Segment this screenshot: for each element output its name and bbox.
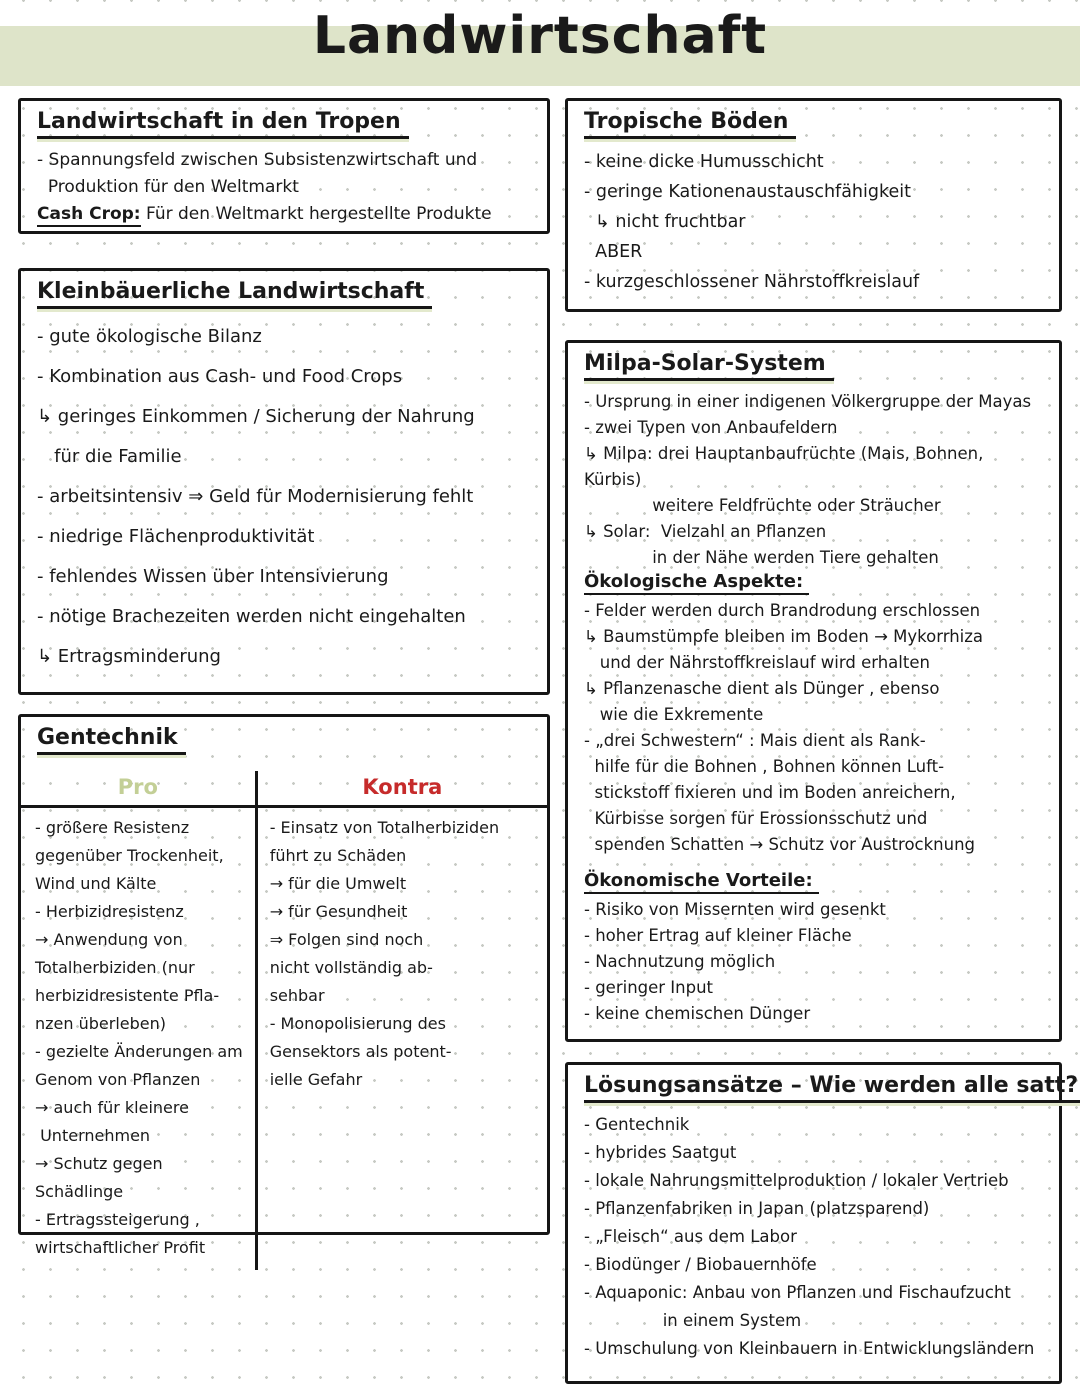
note-line: weitere Feldfrüchte oder Sträucher — [584, 496, 941, 515]
note-line: - keine chemischen Dünger — [584, 1004, 811, 1023]
note-line: - Gentechnik — [584, 1115, 690, 1134]
note-line: → für Gesundheit — [269, 902, 408, 921]
note-line: nzen überleben) — [35, 1014, 166, 1033]
pro-column-header: Pro — [21, 771, 258, 805]
note-line: herbizidresistente Pfla- — [35, 986, 220, 1005]
note-line: → für die Umwelt — [269, 874, 407, 893]
box-milpa-oekologisch-lines — [584, 598, 1043, 858]
note-line: - Ursprung in einer indigenen Völkergruppe der Mayas — [584, 392, 1032, 411]
cash-crop-label: Cash Crop: — [37, 204, 141, 227]
box-gentechnik-heading: Gentechnik — [37, 725, 186, 755]
note-line: hilfe für die Bohnen , Bohnen können Luft- — [584, 757, 945, 776]
note-line: Kürbisse sorgen für Erossionsschutz und — [584, 809, 928, 828]
note-line: - keine dicke Humusschicht — [584, 152, 824, 172]
note-line: - „Fleisch“ aus dem Labor — [584, 1227, 797, 1246]
kontra-column — [258, 808, 547, 1270]
box-kleinbauern-heading: Kleinbäuerliche Landwirtschaft — [37, 279, 432, 309]
note-line: gegenüber Trockenheit, — [35, 846, 224, 865]
note-line: - Aquaponic: Anbau von Pflanzen und Fischaufzucht — [584, 1283, 1011, 1302]
cash-crop-text: Für den Weltmarkt hergestellte Produkte — [140, 204, 492, 224]
note-line: sehbar — [269, 986, 325, 1005]
box-landwirtschaft-tropen — [18, 98, 550, 234]
note-line: ↳ Ertragsminderung — [37, 646, 221, 667]
kontra-column-header: Kontra — [362, 775, 443, 799]
note-line: ABER — [584, 242, 643, 262]
note-line: - Monopolisierung des — [269, 1014, 446, 1033]
note-line: für die Familie — [37, 446, 182, 467]
box-boeden-lines — [584, 147, 1043, 297]
note-line: spenden Schatten → Schutz vor Austrocknung — [584, 835, 976, 854]
box-loesungen-heading: Lösungsansätze – Wie werden alle satt? — [584, 1073, 1080, 1103]
note-line: - Risiko von Missernten wird gesenkt — [584, 900, 886, 919]
note-line: ↳ nicht fruchtbar — [584, 212, 746, 232]
page-title: Landwirtschaft — [312, 6, 768, 66]
note-line: Gensektors als potent- — [269, 1042, 452, 1061]
note-line: - lokale Nahrungsmittelproduktion / lokaler Vertrieb — [584, 1171, 1009, 1190]
note-line: ↳ Solar: Vielzahl an Pflanzen — [584, 522, 827, 541]
box-milpa-solar-system — [565, 340, 1062, 1042]
note-line: - zwei Typen von Anbaufeldern — [584, 418, 838, 437]
note-line: - gezielte Änderungen am — [35, 1042, 243, 1061]
oekonomische-vorteile-subheading: Ökonomische Vorteile: — [584, 870, 819, 894]
box-tropen-heading: Landwirtschaft in den Tropen — [37, 109, 409, 139]
note-line: - größere Resistenz — [35, 818, 190, 837]
note-line: - geringer Input — [584, 978, 714, 997]
note-line: → Schutz gegen Schädlinge — [35, 1154, 168, 1201]
box-kleinbaeuerliche-landwirtschaft — [18, 268, 550, 695]
note-line: - hybrides Saatgut — [584, 1143, 737, 1162]
note-line: - „drei Schwestern“ : Mais dient als Rank- — [584, 731, 926, 750]
note-line: Totalherbiziden (nur — [35, 958, 195, 977]
note-line: - geringe Kationenaustauschfähigkeit — [584, 182, 911, 202]
box-milpa-oekonomisch-lines — [584, 897, 1043, 1027]
note-line: nicht vollständig ab- — [269, 958, 433, 977]
note-line: - Einsatz von Totalherbiziden — [269, 818, 500, 837]
note-line: - Nachnutzung möglich — [584, 952, 776, 971]
box-gentechnik — [18, 714, 550, 1257]
note-line: ielle Gefahr — [269, 1070, 363, 1089]
pro-kontra-header — [21, 771, 547, 808]
note-line: ⇒ Folgen sind noch — [269, 930, 424, 949]
note-line: ↳ Baumstümpfe bleiben im Boden → Mykorrhiza — [584, 627, 984, 646]
note-line: wie die Exkremente — [584, 705, 764, 724]
note-line: - Ertragssteigerung , — [35, 1210, 200, 1229]
note-line: ↳ geringes Einkommen / Sicherung der Nahrung — [37, 406, 475, 427]
box-kleinbauern-lines — [37, 317, 531, 677]
pro-kontra-body — [21, 808, 547, 1270]
box-loesungen-lines — [584, 1111, 1043, 1363]
note-line: - Kombination aus Cash- und Food Crops — [37, 366, 403, 387]
note-line: ↳ Pflanzenasche dient als Dünger , ebenso — [584, 679, 940, 698]
note-line: → Anwendung von — [35, 930, 183, 949]
note-line: in einem System — [584, 1311, 802, 1330]
note-line: - arbeitsintensiv ⇒ Geld für Modernisierung fehlt — [37, 486, 474, 507]
note-line: - gute ökologische Bilanz — [37, 326, 262, 347]
box-tropen-lines — [37, 147, 531, 201]
note-line: - Biodünger / Biobauernhöfe — [584, 1255, 817, 1274]
note-line: Produktion für den Weltmarkt — [37, 177, 299, 197]
note-line: - niedrige Flächenproduktivität — [37, 526, 315, 547]
note-line: - fehlendes Wissen über Intensivierung — [37, 566, 389, 587]
note-line: - Felder werden durch Brandrodung erschlossen — [584, 601, 981, 620]
note-line: führt zu Schäden — [269, 846, 407, 865]
note-line: - Spannungsfeld zwischen Subsistenzwirtschaft und — [37, 150, 478, 170]
note-line: - nötige Brachezeiten werden nicht eingehalten — [37, 606, 466, 627]
note-line: → auch für kleinere — [35, 1098, 189, 1117]
oekologische-aspekte-subheading: Ökologische Aspekte: — [584, 571, 809, 595]
cash-crop-line — [37, 201, 531, 228]
box-tropische-boeden — [565, 98, 1062, 312]
box-milpa-heading: Milpa-Solar-System — [584, 351, 834, 381]
box-boeden-heading: Tropische Böden — [584, 109, 796, 139]
note-line: Unternehmen — [35, 1126, 151, 1145]
note-line: ↳ Milpa: drei Hauptanbaufrüchte (Mais, Bohnen, Kürbis) — [584, 444, 989, 489]
box-milpa-top-lines — [584, 389, 1043, 571]
note-line: - Pflanzenfabriken in Japan (platzsparend) — [584, 1199, 930, 1218]
note-line: - Umschulung von Kleinbauern in Entwicklungsländern — [584, 1339, 1035, 1358]
note-line: und der Nährstoffkreislauf wird erhalten — [584, 653, 930, 672]
note-line: - Herbizidresistenz — [35, 902, 184, 921]
box-loesungsansaetze — [565, 1062, 1079, 1384]
pro-column — [21, 808, 258, 1270]
note-line: - hoher Ertrag auf kleiner Fläche — [584, 926, 852, 945]
note-line: wirtschaftlicher Profit — [35, 1238, 206, 1257]
note-line: in der Nähe werden Tiere gehalten — [584, 548, 939, 567]
note-line: stickstoff fixieren und im Boden anreichern, — [584, 783, 956, 802]
note-line: - kurzgeschlossener Nährstoffkreislauf — [584, 272, 920, 292]
note-line: Genom von Pflanzen — [35, 1070, 201, 1089]
note-line: Wind und Kälte — [35, 874, 157, 893]
